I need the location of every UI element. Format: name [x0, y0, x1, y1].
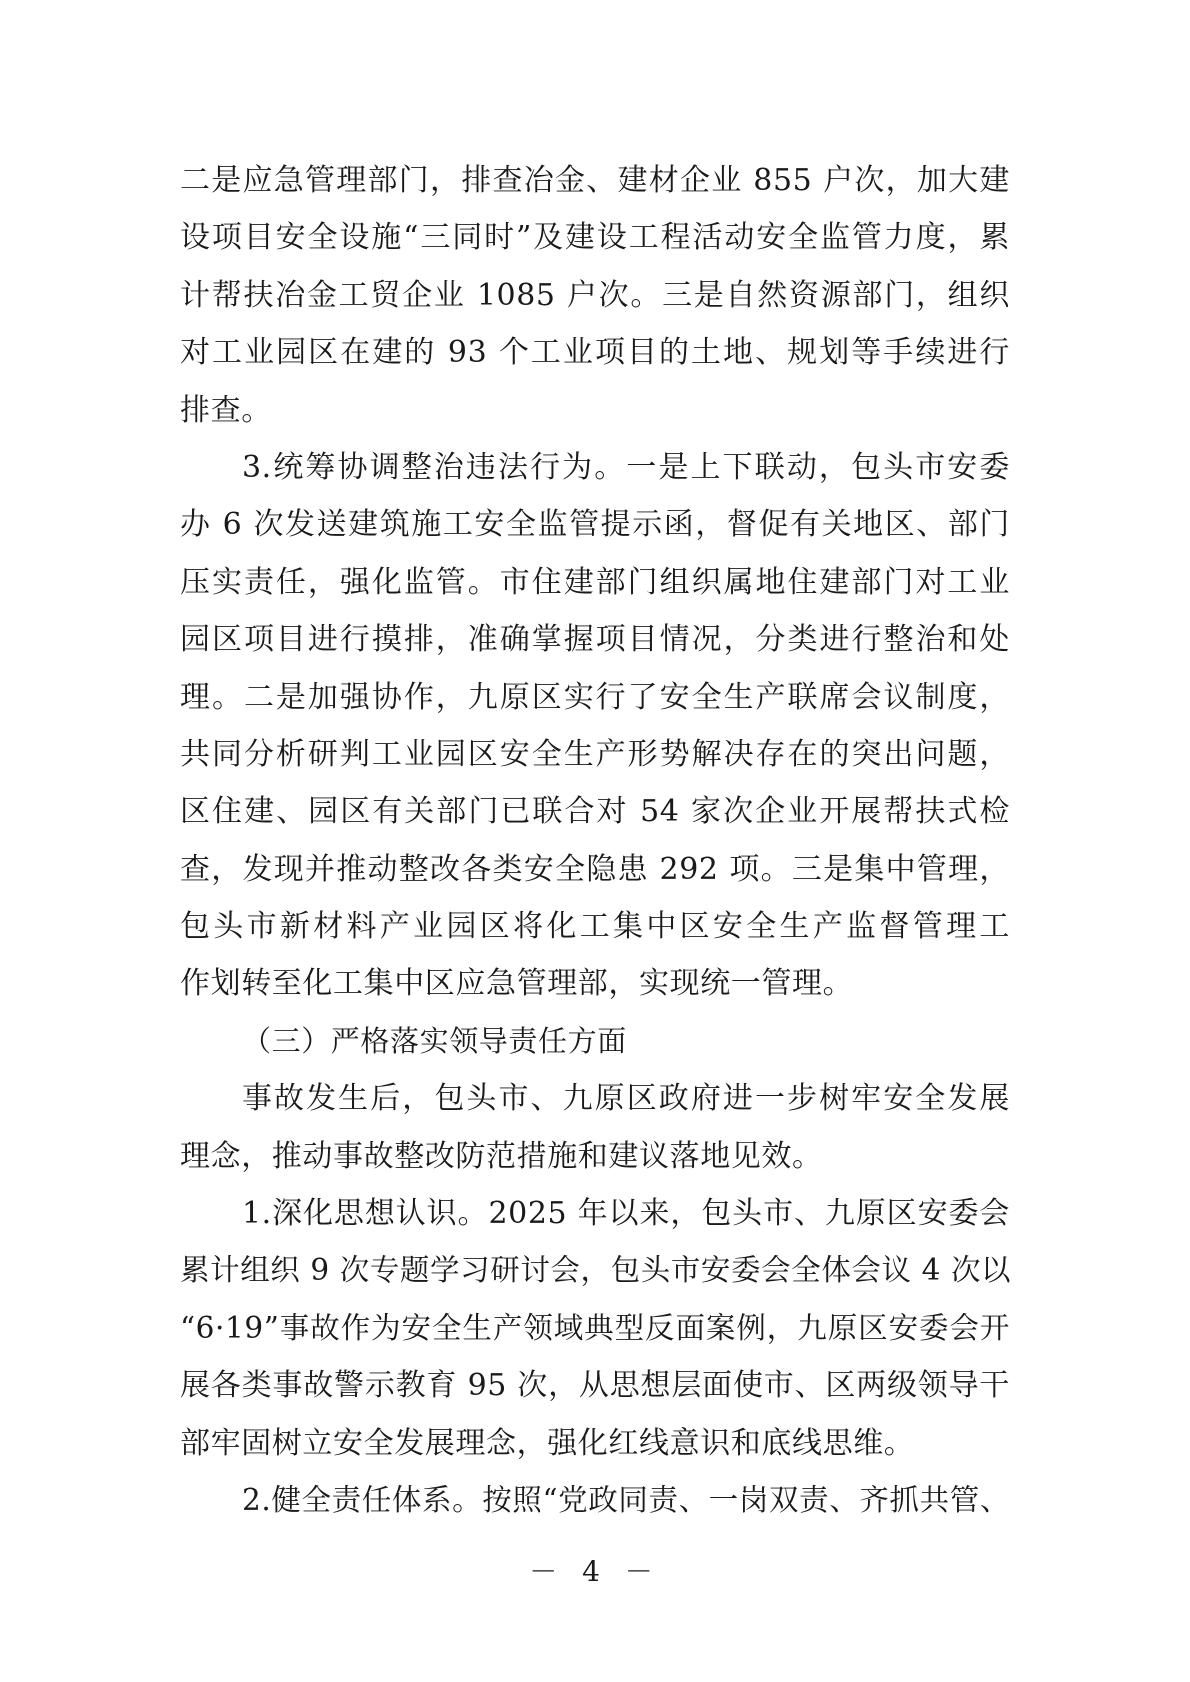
text-line: 部牢固树立安全发展理念，强化红线意识和底线思维。: [180, 1425, 915, 1461]
page-number: － 4 －: [529, 1555, 661, 1588]
text-line: 压实责任，强化监管。市住建部门组织属地住建部门对工业: [180, 564, 1010, 600]
text-line: 排查。: [180, 392, 272, 428]
text-line: 园区项目进行摸排，准确掌握项目情况，分类进行整治和处: [180, 622, 1010, 658]
text-line: 理。二是加强协作，九原区实行了安全生产联席会议制度，: [180, 679, 1010, 715]
text-line: 设项目安全设施“三同时”及建设工程活动安全监管力度，累: [180, 220, 1010, 256]
text-line: 区住建、园区有关部门已联合对 54 家次企业开展帮扶式检: [180, 794, 1010, 830]
text-line: 展各类事故警示教育 95 次，从思想层面使市、区两级领导干: [180, 1368, 1010, 1404]
text-line: 1.深化思想认识。2025 年以来，包头市、九原区安委会: [242, 1196, 1010, 1232]
text-line: 对工业园区在建的 93 个工业项目的土地、规划等手续进行: [180, 335, 1010, 371]
text-line: 2.健全责任体系。按照“党政同责、一岗双责、齐抓共管、: [242, 1482, 1010, 1517]
document-body: [180, 152, 1010, 1529]
text-line: 办 6 次发送建筑施工安全监管提示函，督促有关地区、部门: [180, 507, 1010, 543]
text-line: 3.统筹协调整治违法行为。一是上下联动，包头市安委: [242, 449, 1010, 485]
text-line: 理念，推动事故整改防范措施和建议落地见效。: [180, 1138, 823, 1174]
text-line: 查，发现并推动整改各类安全隐患 292 项。三是集中管理，: [180, 851, 1010, 887]
text-line: 二是应急管理部门，排查冶金、建材企业 855 户次，加大建: [180, 163, 1010, 198]
text-line: 共同分析研判工业园区安全生产形势解决存在的突出问题，: [180, 736, 1010, 772]
text-line: 事故发生后，包头市、九原区政府进一步树牢安全发展: [242, 1081, 1010, 1117]
text-line: “6·19”事故作为安全生产领域典型反面案例，九原区安委会开: [180, 1310, 1010, 1345]
text-line: 计帮扶冶金工贸企业 1085 户次。三是自然资源部门，组织: [180, 277, 1010, 313]
text-line: 包头市新材料产业园区将化工集中区安全生产监督管理工: [180, 909, 1010, 945]
text-line: 累计组织 9 次专题学习研讨会，包头市安委会全体会议 4 次以: [180, 1253, 1012, 1288]
section-heading: （三）严格落实领导责任方面: [242, 1023, 627, 1058]
text-line: 作划转至化工集中区应急管理部，实现统一管理。: [180, 966, 854, 1002]
